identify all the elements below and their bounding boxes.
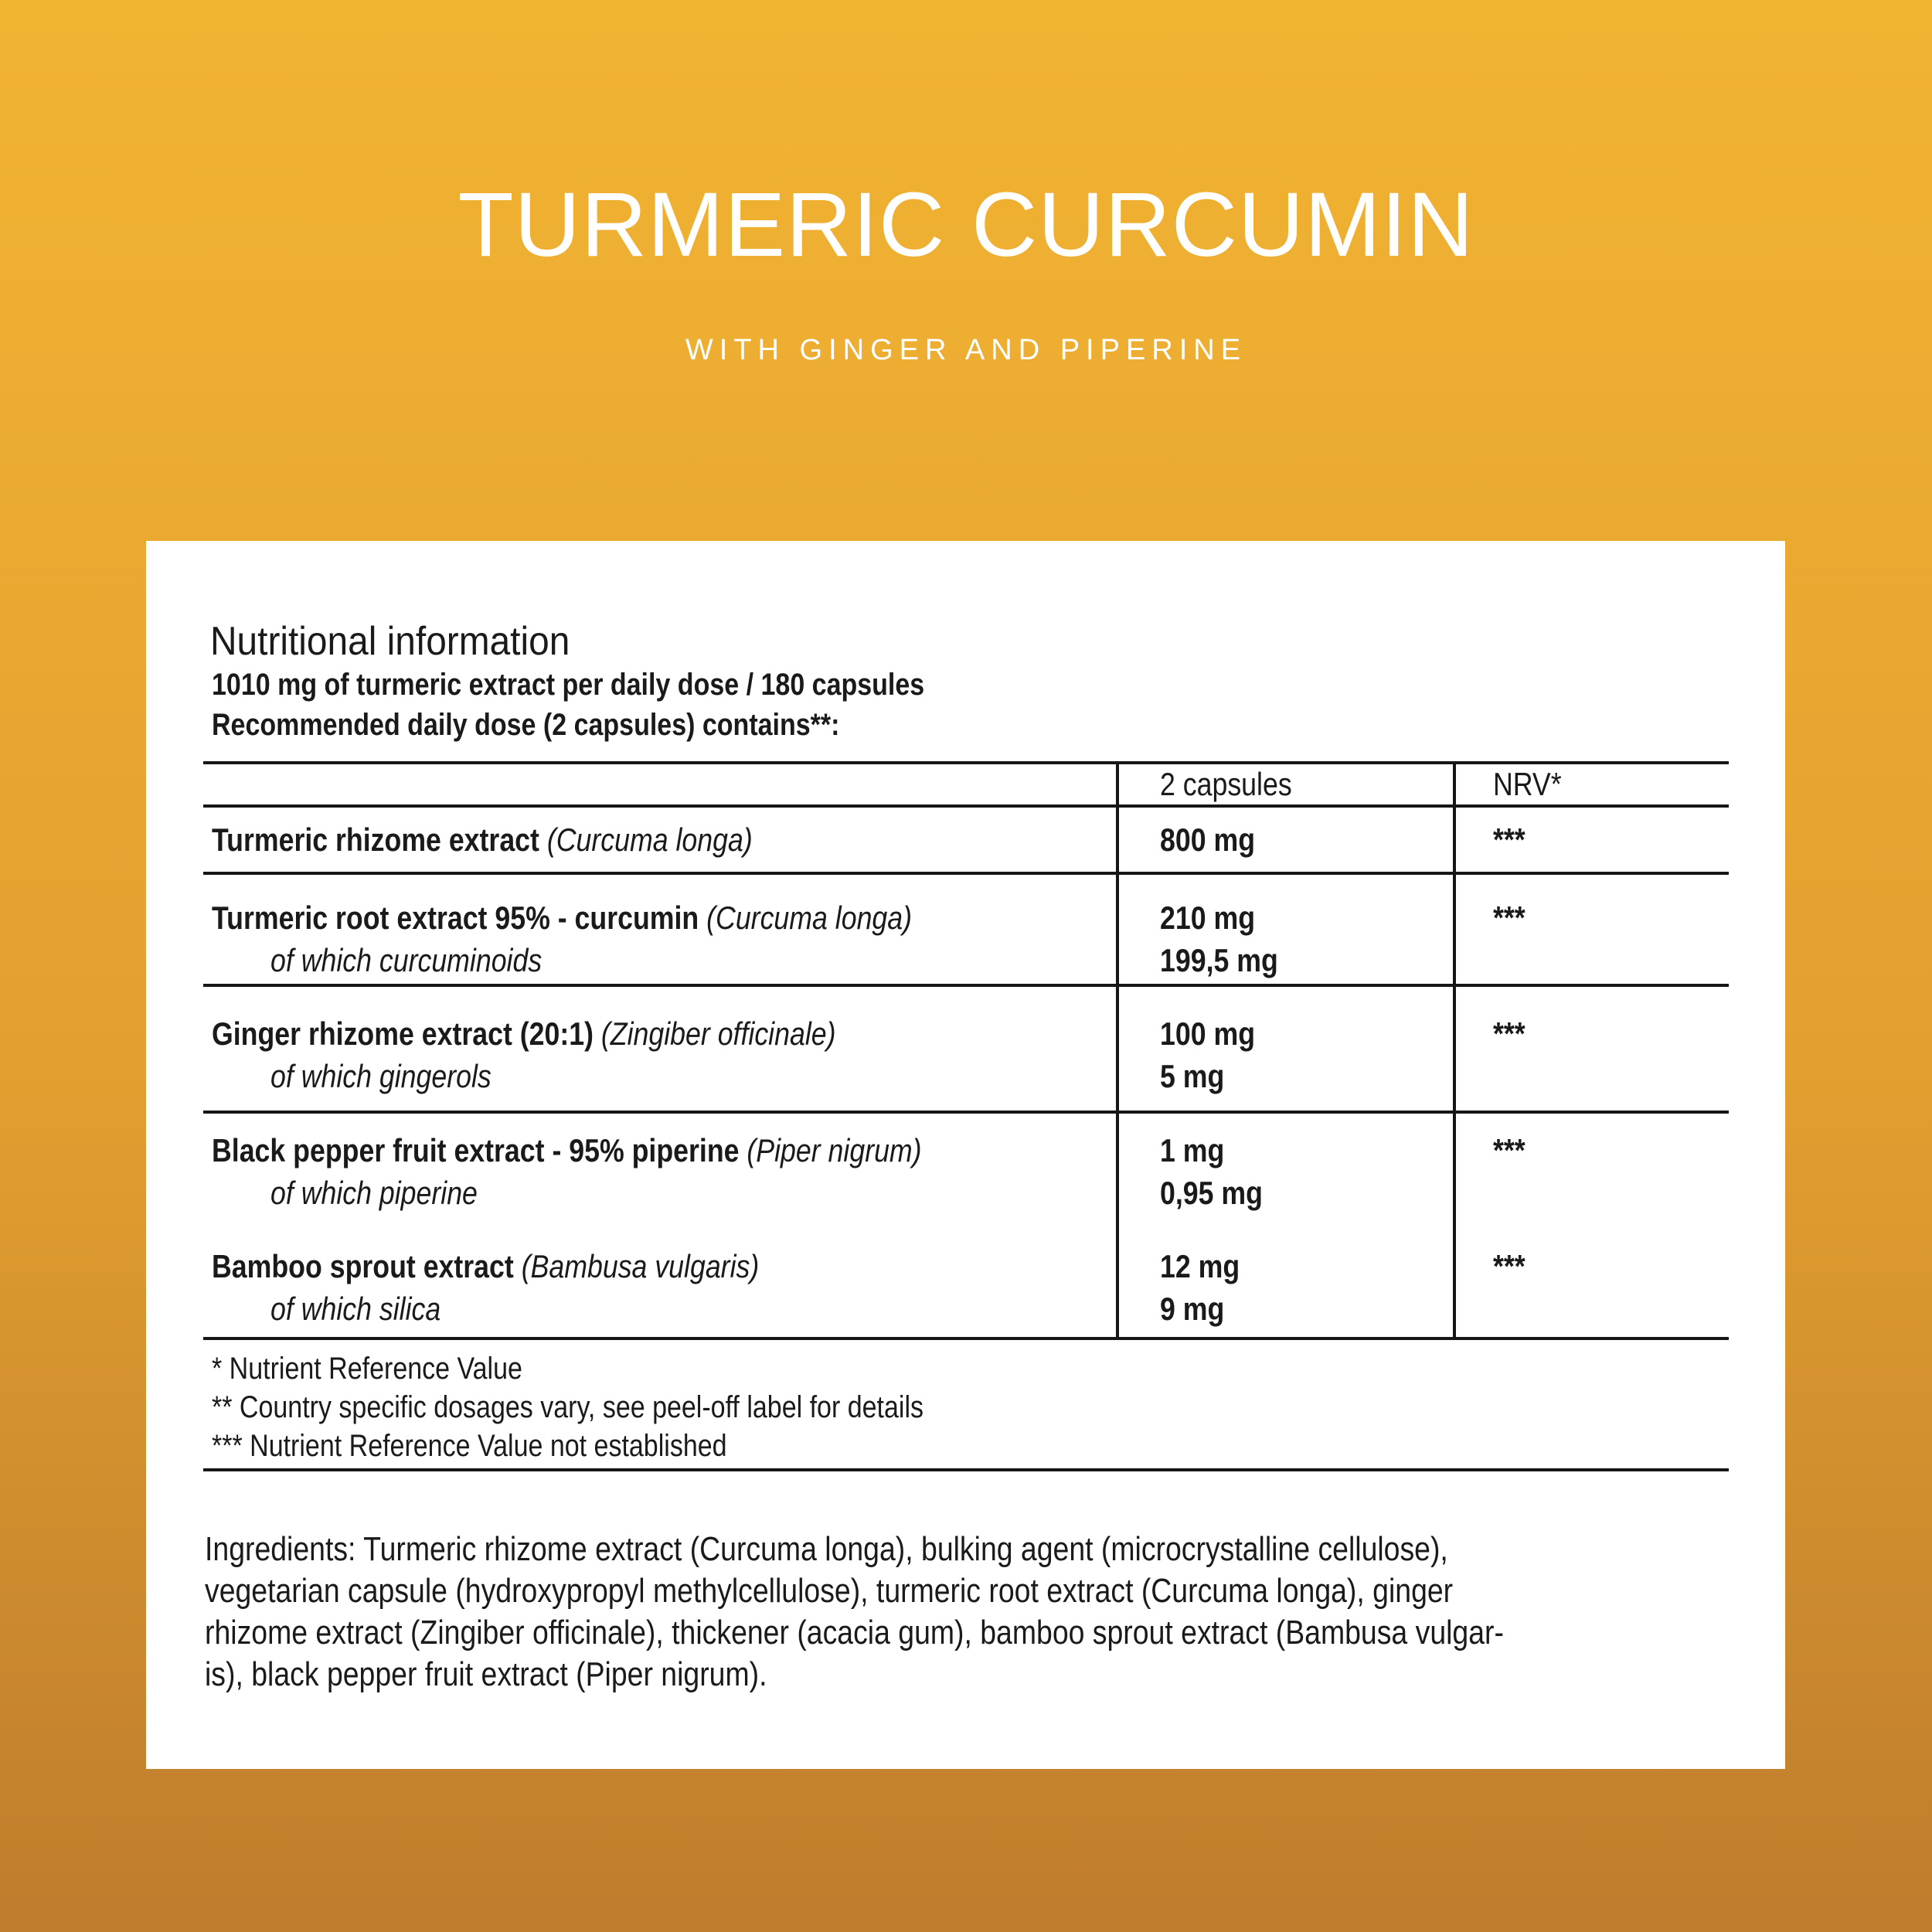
table-row <box>203 1226 1729 1340</box>
amount-line <box>1160 1287 1453 1330</box>
ingredient-sub-line <box>212 1055 1116 1097</box>
nrv-line <box>1493 896 1729 939</box>
ingredient-name-bold: Black pepper fruit extract - 95% piperine <box>212 1132 740 1168</box>
amount-cell <box>1116 818 1453 872</box>
ingredient-name-line <box>212 1012 1116 1055</box>
amount-value: 199,5 mg <box>1160 942 1278 978</box>
footnote-line <box>212 1349 1049 1388</box>
ingredient-sub: of which silica <box>270 1291 441 1327</box>
ingredient-name-cell <box>203 1245 1116 1337</box>
product-subtitle: WITH GINGER AND PIPERINE <box>685 334 1247 366</box>
ingredient-name-bold: Turmeric rhizome extract <box>212 821 539 858</box>
amount-value: 5 mg <box>1160 1058 1225 1094</box>
amount-line <box>1160 1129 1453 1172</box>
nrv-value: *** <box>1493 1015 1526 1052</box>
table-row <box>203 987 1729 1114</box>
ingredient-latin: (Piper nigrum) <box>747 1132 922 1168</box>
table-row <box>203 875 1729 987</box>
ingredient-name-bold: Ginger rhizome extract (20:1) <box>212 1015 594 1052</box>
ingredient-latin: (Zingiber officinale) <box>600 1015 836 1052</box>
footnote-text: * Nutrient Reference Value <box>212 1352 522 1386</box>
table-header-blank <box>203 766 1116 804</box>
footnote-text: *** Nutrient Reference Value not established <box>212 1429 727 1463</box>
amount-cell <box>1116 896 1453 984</box>
amount-line <box>1160 1245 1453 1287</box>
amount-value: 210 mg <box>1160 900 1256 936</box>
footnote-line <box>212 1427 1049 1465</box>
nrv-line <box>1493 1129 1729 1172</box>
nutrition-card <box>146 541 1785 1769</box>
nrv-cell <box>1453 818 1729 872</box>
ingredient-name-bold: Bamboo sprout extract <box>212 1248 514 1284</box>
dose-line-text: 1010 mg of turmeric extract per daily dose / 180 capsules <box>212 668 925 702</box>
nrv-cell <box>1453 1012 1729 1111</box>
recommended-dose-line-text: Recommended daily dose (2 capsules) contains**: <box>212 708 840 742</box>
table-divider-1 <box>1116 764 1119 1340</box>
ingredients-line: vegetarian capsule (hydroxypropyl methylcellulose), turmeric root extract (Curcuma longa), ginger <box>205 1572 1454 1610</box>
footnote-text: ** Country specific dosages vary, see peel-off label for details <box>212 1390 924 1424</box>
ingredient-sub-line <box>212 1287 1116 1330</box>
product-title: TURMERIC CURCUMIN <box>457 174 1475 276</box>
amount-line <box>1160 818 1453 861</box>
amount-line <box>1160 1012 1453 1055</box>
nrv-value: *** <box>1493 1132 1526 1168</box>
table-divider-2 <box>1453 764 1456 1340</box>
ingredients-line: is), black pepper fruit extract (Piper nigrum). <box>205 1655 767 1693</box>
ingredient-name-line <box>212 1129 1116 1172</box>
nrv-cell <box>1453 1129 1729 1226</box>
table-header-capsules-text: 2 capsules <box>1160 766 1292 802</box>
amount-line <box>1160 1172 1453 1214</box>
nrv-cell <box>1453 896 1729 984</box>
amount-value: 0,95 mg <box>1160 1175 1263 1211</box>
footnote-separator <box>203 1468 1729 1471</box>
amount-line <box>1160 896 1453 939</box>
ingredient-sub: of which piperine <box>270 1175 478 1211</box>
nutrition-heading <box>210 621 601 662</box>
table-header-nrv <box>1453 766 1729 804</box>
ingredient-name-cell <box>203 1012 1116 1111</box>
ingredient-name <box>212 818 753 861</box>
ingredient-latin: (Curcuma longa) <box>546 821 753 858</box>
table-header-nrv-text: NRV* <box>1493 766 1562 802</box>
ingredient-name-cell <box>203 818 1116 872</box>
nrv-line <box>1493 1012 1729 1055</box>
amount-value: 9 mg <box>1160 1291 1225 1327</box>
ingredient-name-cell <box>203 896 1116 984</box>
ingredient-name-cell <box>203 1129 1116 1226</box>
ingredient-latin: (Curcuma longa) <box>706 900 913 936</box>
nrv-cell <box>1453 1245 1729 1337</box>
nrv-line <box>1493 1245 1729 1287</box>
nutrition-heading-text: Nutritional information <box>210 619 570 664</box>
nrv-line <box>1493 818 1729 861</box>
ingredient-name <box>212 1245 759 1287</box>
ingredient-name-line <box>212 818 1116 861</box>
ingredient-name-line <box>212 1245 1116 1287</box>
nrv-value: *** <box>1493 821 1526 858</box>
ingredient-sub-line <box>212 1172 1116 1214</box>
table-header-capsules <box>1116 766 1453 804</box>
ingredients-paragraph <box>205 1529 1729 1696</box>
footnotes <box>212 1349 1049 1465</box>
nrv-value: *** <box>1493 900 1526 936</box>
table-row <box>203 808 1729 875</box>
amount-line <box>1160 939 1453 981</box>
amount-value: 1 mg <box>1160 1132 1225 1168</box>
ingredient-sub: of which gingerols <box>270 1058 492 1094</box>
recommended-dose-line <box>212 709 951 740</box>
ingredient-name <box>212 896 912 939</box>
table-header-row <box>203 764 1729 808</box>
ingredient-name <box>212 1012 836 1055</box>
dose-line <box>212 669 1050 700</box>
amount-value: 100 mg <box>1160 1015 1256 1052</box>
amount-line <box>1160 1055 1453 1097</box>
footnote-line <box>212 1388 1049 1427</box>
nrv-value: *** <box>1493 1248 1526 1284</box>
amount-cell <box>1116 1012 1453 1111</box>
ingredient-name-line <box>212 896 1116 939</box>
amount-value: 800 mg <box>1160 821 1256 858</box>
table-row <box>203 1114 1729 1226</box>
amount-cell <box>1116 1129 1453 1226</box>
amount-value: 12 mg <box>1160 1248 1240 1284</box>
nutrition-table <box>203 761 1729 1340</box>
ingredient-latin: (Bambusa vulgaris) <box>521 1248 760 1284</box>
ingredients-line: Ingredients: Turmeric rhizome extract (Curcuma longa), bulking agent (microcrystalline cellulose), <box>205 1530 1448 1568</box>
ingredients-line: rhizome extract (Zingiber officinale), thickener (acacia gum), bamboo sprout extract (Bambusa vulgar- <box>205 1614 1504 1651</box>
amount-cell <box>1116 1245 1453 1337</box>
ingredient-sub: of which curcuminoids <box>270 942 543 978</box>
ingredient-sub-line <box>212 939 1116 981</box>
ingredient-name <box>212 1129 922 1172</box>
ingredient-name-bold: Turmeric root extract 95% - curcumin <box>212 900 699 936</box>
